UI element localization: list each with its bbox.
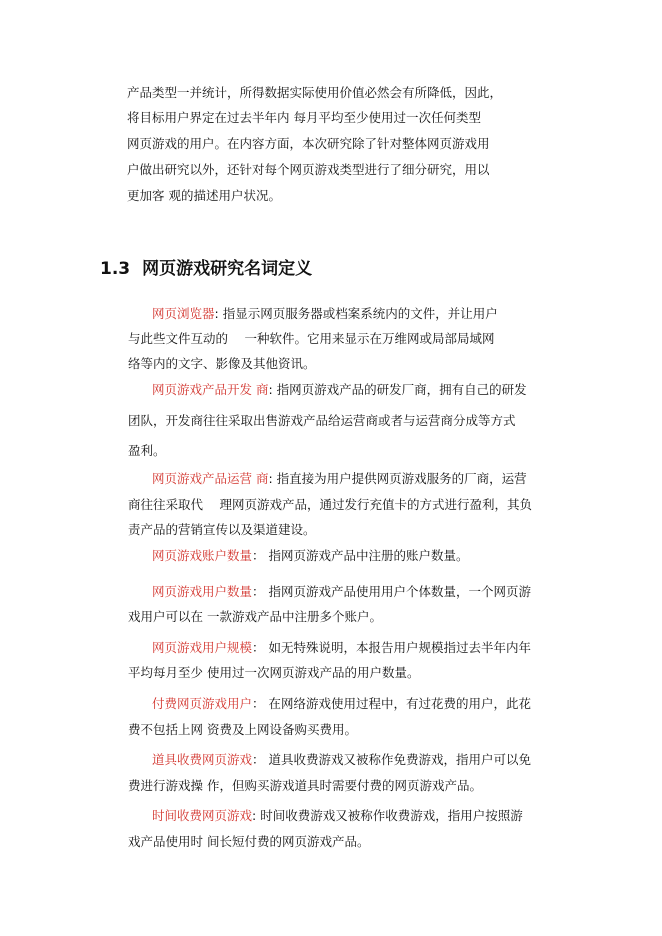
definition-line: 费不包括上网 资费及上网设备购买费用。 (128, 722, 357, 737)
definition-line: 团队，开发商往往采取出售游戏产品给运营商或者与运营商分成等方式 (128, 413, 516, 428)
definition-line: 络等内的文字、影像及其他资讯。 (128, 356, 316, 371)
intro-line: 将目标用户界定在过去半年内 每月平均至少使用过一次任何类型 (127, 110, 481, 125)
definition-line: 戏产品使用时 间长短付费的网页游戏产品。 (128, 834, 370, 849)
definition-line (152, 548, 469, 564)
definition-line (152, 382, 527, 398)
definition-term: 网页游戏账户数量 (152, 548, 253, 563)
intro-line: 产品类型一并统计，所得数据实际使用价值必然会有所降低，因此， (127, 85, 503, 100)
definition-line: 责产品的营销宣传以及渠道建设。 (128, 522, 316, 537)
definition-line: 盈利。 (128, 443, 166, 458)
intro-line: 更加客 观的描述用户状况。 (127, 188, 281, 203)
definition-term: 网页浏览器 (152, 306, 215, 321)
definition-line (152, 752, 531, 768)
definition-text: ： 在网络游戏使用过程中，有过花费的用户，此花 (252, 696, 531, 711)
definition-text: : 指直接为用户提供网页游戏服务的厂商，运营 (268, 471, 527, 486)
definition-line: 与此些文件互动的 一种软件。它用来显示在万维网或局部局域网 (128, 331, 495, 346)
definition-line: 戏用户可以在 一款游戏产品中注册多个账户。 (128, 609, 382, 624)
definition-text: ： 指网页游戏产品使用用户个体数量，一个网页游 (252, 584, 531, 599)
definition-line (152, 306, 498, 322)
definition-line: 商往往采取代 理网页游戏产品，通过发行充值卡的方式进行盈利，其负 (128, 497, 532, 512)
definition-line (152, 640, 531, 656)
section-number: 1.3 (100, 259, 131, 279)
definition-text: : 指显示网页服务器或档案系统内的文件，并让用户 (214, 306, 498, 321)
definition-text: ： 指网页游戏产品中注册的账户数量。 (252, 548, 469, 563)
definition-text: : 指网页游戏产品的研发厂商，拥有自己的研发 (268, 382, 527, 397)
intro-line: 户做出研究以外，还针对每个网页游戏类型进行了细分研究，用以 (127, 162, 490, 177)
definition-line: 平均每月至少 使用过一次网页游戏产品的用户数量。 (128, 665, 420, 680)
section-title: 网页游戏研究名词定义 (142, 259, 313, 279)
definition-line (152, 808, 523, 824)
definition-term: 网页游戏用户规模 (152, 640, 253, 655)
definition-term: 道具收费网页游戏 (152, 752, 253, 767)
definition-term: 时间收费网页游戏 (152, 808, 253, 823)
intro-line: 网页游戏的用户。在内容方面，本次研究除了针对整体网页游戏用 (127, 136, 490, 151)
definition-line: 费进行游戏操 作，但购买游戏道具时需要付费的网页游戏产品。 (128, 778, 482, 793)
section-heading (100, 258, 312, 280)
definition-term: 网页游戏产品开发 商 (152, 382, 269, 397)
definition-term: 付费网页游戏用户 (152, 696, 253, 711)
definition-text: ： 道具收费游戏又被称作免费游戏，指用户可以免 (252, 752, 531, 767)
definition-text: : 时间收费游戏又被称作收费游戏，指用户按照游 (252, 808, 523, 823)
definition-line (152, 696, 531, 712)
definition-term: 网页游戏产品运营 商 (152, 471, 269, 486)
definition-term: 网页游戏用户数量 (152, 584, 253, 599)
definition-line (152, 584, 531, 600)
definition-text: ： 如无特殊说明，本报告用户规模指过去半年内年 (252, 640, 531, 655)
definition-line (152, 471, 527, 487)
